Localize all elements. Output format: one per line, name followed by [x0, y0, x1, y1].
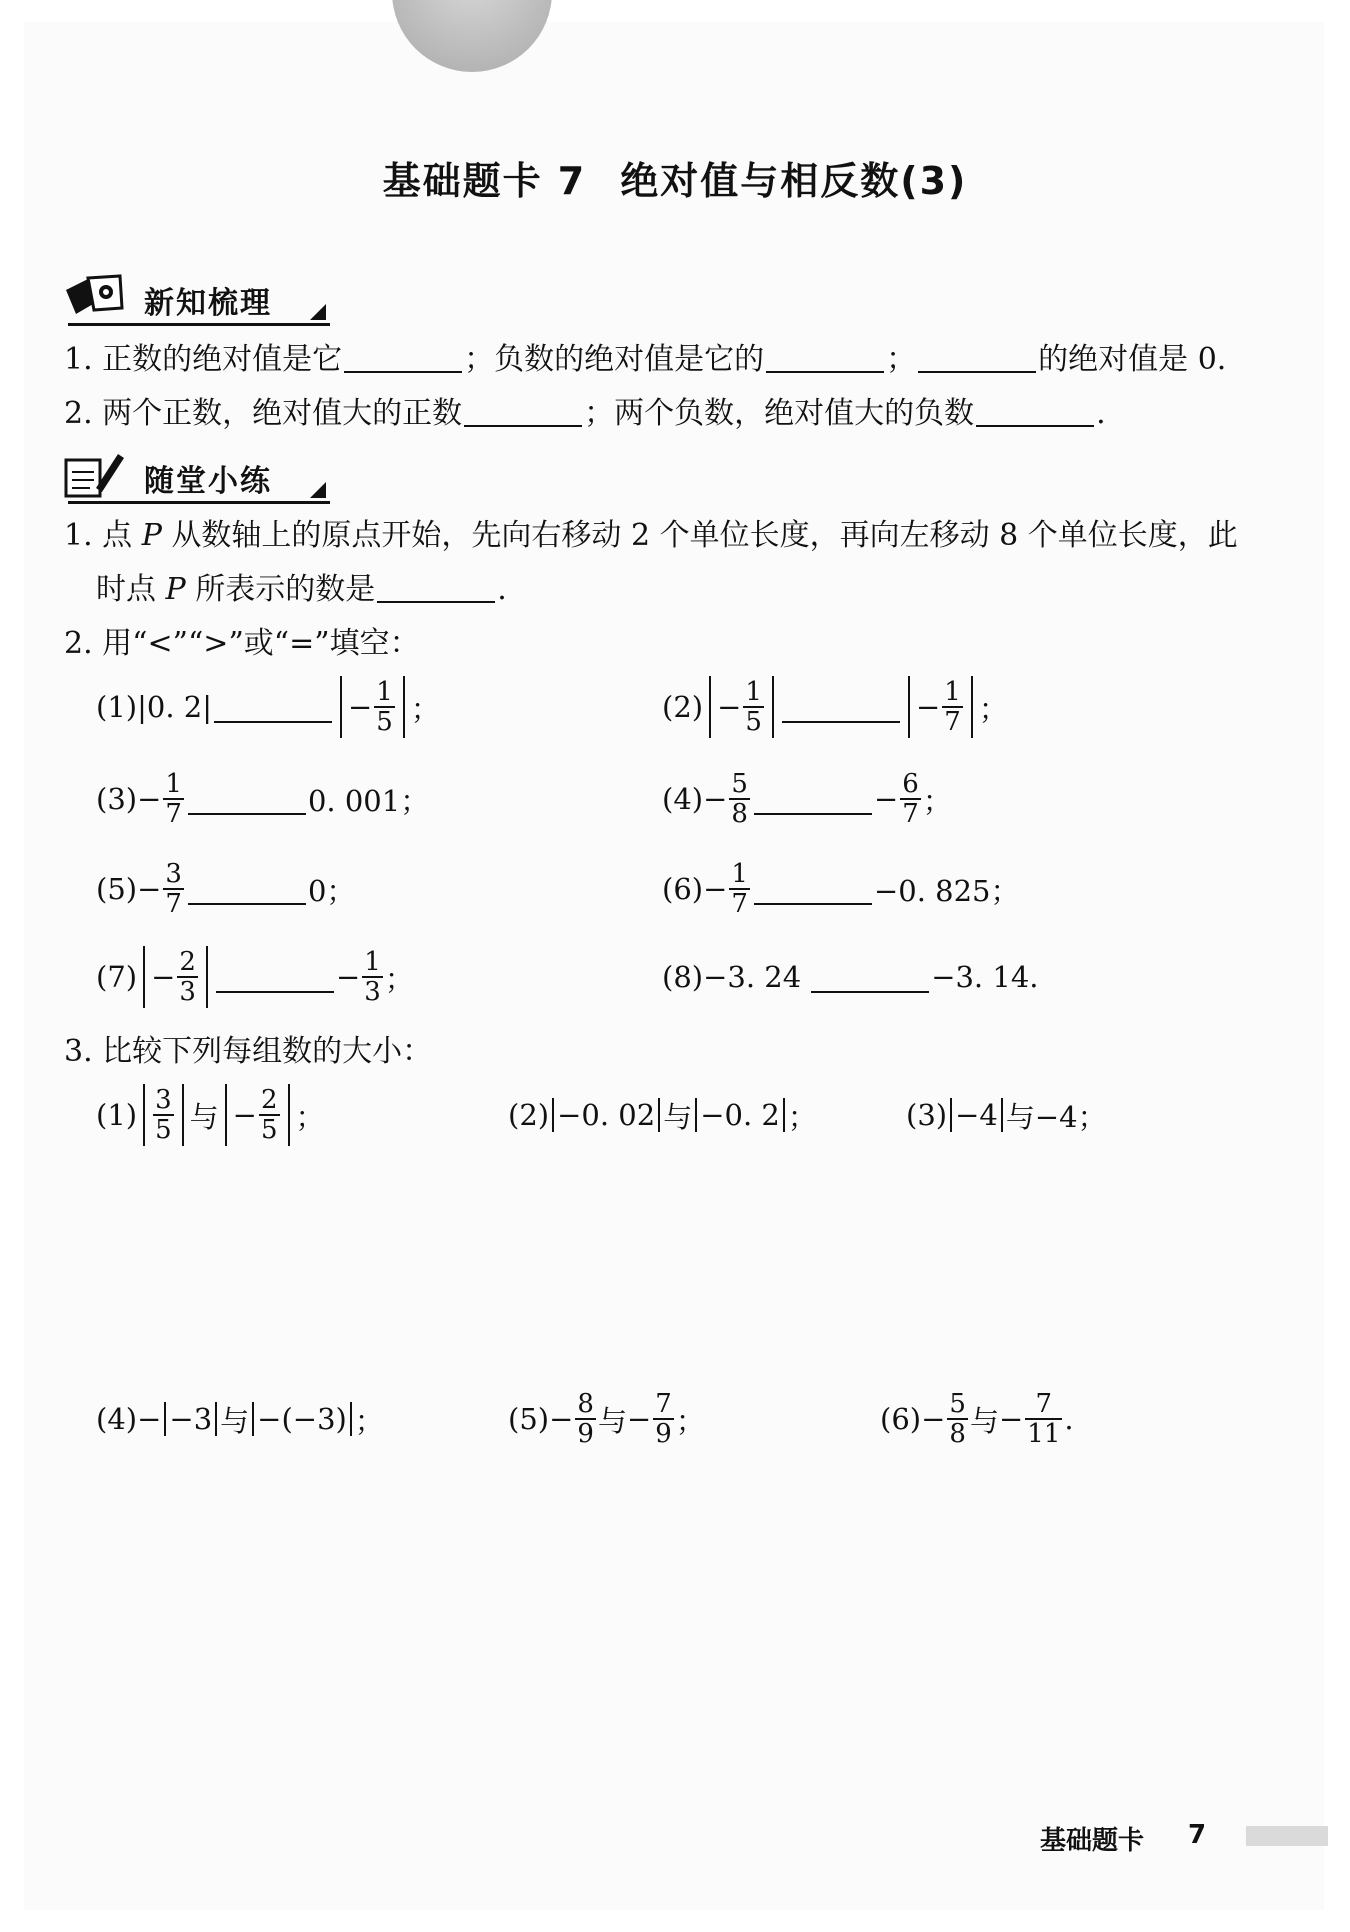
- compare-pair-5: (5) − $\frac{8}{9}$ 与 − $\frac{7}{9}$ ；: [508, 1389, 705, 1449]
- footer-label: 基础题卡: [1040, 1826, 1145, 1856]
- answer-blank[interactable]: [754, 783, 872, 815]
- title-card-number: 基础题卡 7: [382, 159, 587, 203]
- answer-blank[interactable]: [188, 783, 306, 815]
- page-title: [0, 150, 1350, 205]
- compare-pair-4: (4) − −3 与 −(−3) ；: [96, 1402, 384, 1438]
- compare-item-8: (8) −3. 24 −3. 14.: [662, 960, 1039, 994]
- answer-blank[interactable]: [811, 961, 929, 993]
- answer-blank[interactable]: [188, 873, 306, 905]
- answer-blank[interactable]: [766, 341, 884, 373]
- section-header-label: 新知梳理: [144, 286, 272, 321]
- answer-blank[interactable]: [918, 341, 1036, 373]
- footer-decoration-bar: [1246, 1826, 1328, 1846]
- compare-item-4: (4) − $\frac{5}{8}$ − $\frac{6}{7}$ ；: [662, 769, 952, 829]
- practice-question-2-stem: 2. 用“<”“>”或“=”填空：: [64, 626, 420, 661]
- title-topic: 绝对值与相反数(3): [620, 159, 968, 203]
- practice-question-1-line2: 时点 P 所表示的数是 .: [96, 572, 507, 607]
- notebook-pencil-icon: [60, 448, 132, 500]
- compare-item-6: (6) − $\frac{1}{7}$ −0. 825；: [662, 859, 1020, 919]
- practice-question-1-line1: 1. 点 P 从数轴上的原点开始，先向右移动 2 个单位长度，再向左移动 8 个单位长度，此: [64, 518, 1238, 553]
- knowledge-question-2: 2. 两个正数，绝对值大的正数 ；两个负数，绝对值大的负数 .: [64, 396, 1106, 431]
- page-number: 7: [1188, 1820, 1207, 1850]
- answer-blank[interactable]: [976, 395, 1094, 427]
- answer-blank[interactable]: [344, 341, 462, 373]
- compare-pair-1: (1) $\frac{3}{5}$ 与 − $\frac{2}{5}$ ；: [96, 1085, 325, 1145]
- knowledge-question-1: 1. 正数的绝对值是它 ；负数的绝对值是它的 ； 的绝对值是 0.: [64, 342, 1227, 377]
- compare-item-1: (1) |0. 2| − $\frac{1}{5}$ ；: [96, 677, 440, 737]
- answer-blank[interactable]: [377, 571, 495, 603]
- answer-blank[interactable]: [754, 873, 872, 905]
- practice-question-3-stem: 3. 比较下列每组数的大小：: [64, 1034, 433, 1069]
- compare-item-7: (7) − $\frac{2}{3}$ − $\frac{1}{3}$ ；: [96, 947, 414, 1007]
- book-icon: [60, 270, 132, 322]
- answer-blank[interactable]: [214, 691, 332, 723]
- section-header-label: 随堂小练: [144, 464, 272, 499]
- section-header-practice: [60, 448, 340, 504]
- compare-item-2: (2) − $\frac{1}{5}$ − $\frac{1}{7}$ ；: [662, 677, 1008, 737]
- compare-pair-6: (6) − $\frac{5}{8}$ 与 − $\frac{7}{11}$ .: [880, 1389, 1074, 1449]
- compare-pair-3: (3) −4 与−4；: [906, 1098, 1107, 1134]
- answer-blank[interactable]: [782, 691, 900, 723]
- compare-item-5: (5) − $\frac{3}{7}$ 0；: [96, 859, 356, 919]
- compare-item-3: (3) − $\frac{1}{7}$ 0. 001；: [96, 769, 430, 829]
- answer-blank[interactable]: [464, 395, 582, 427]
- answer-blank[interactable]: [216, 961, 334, 993]
- compare-pair-2: (2) −0. 02 与 −0. 2 ；: [508, 1098, 817, 1134]
- section-header-new-knowledge: [60, 270, 340, 326]
